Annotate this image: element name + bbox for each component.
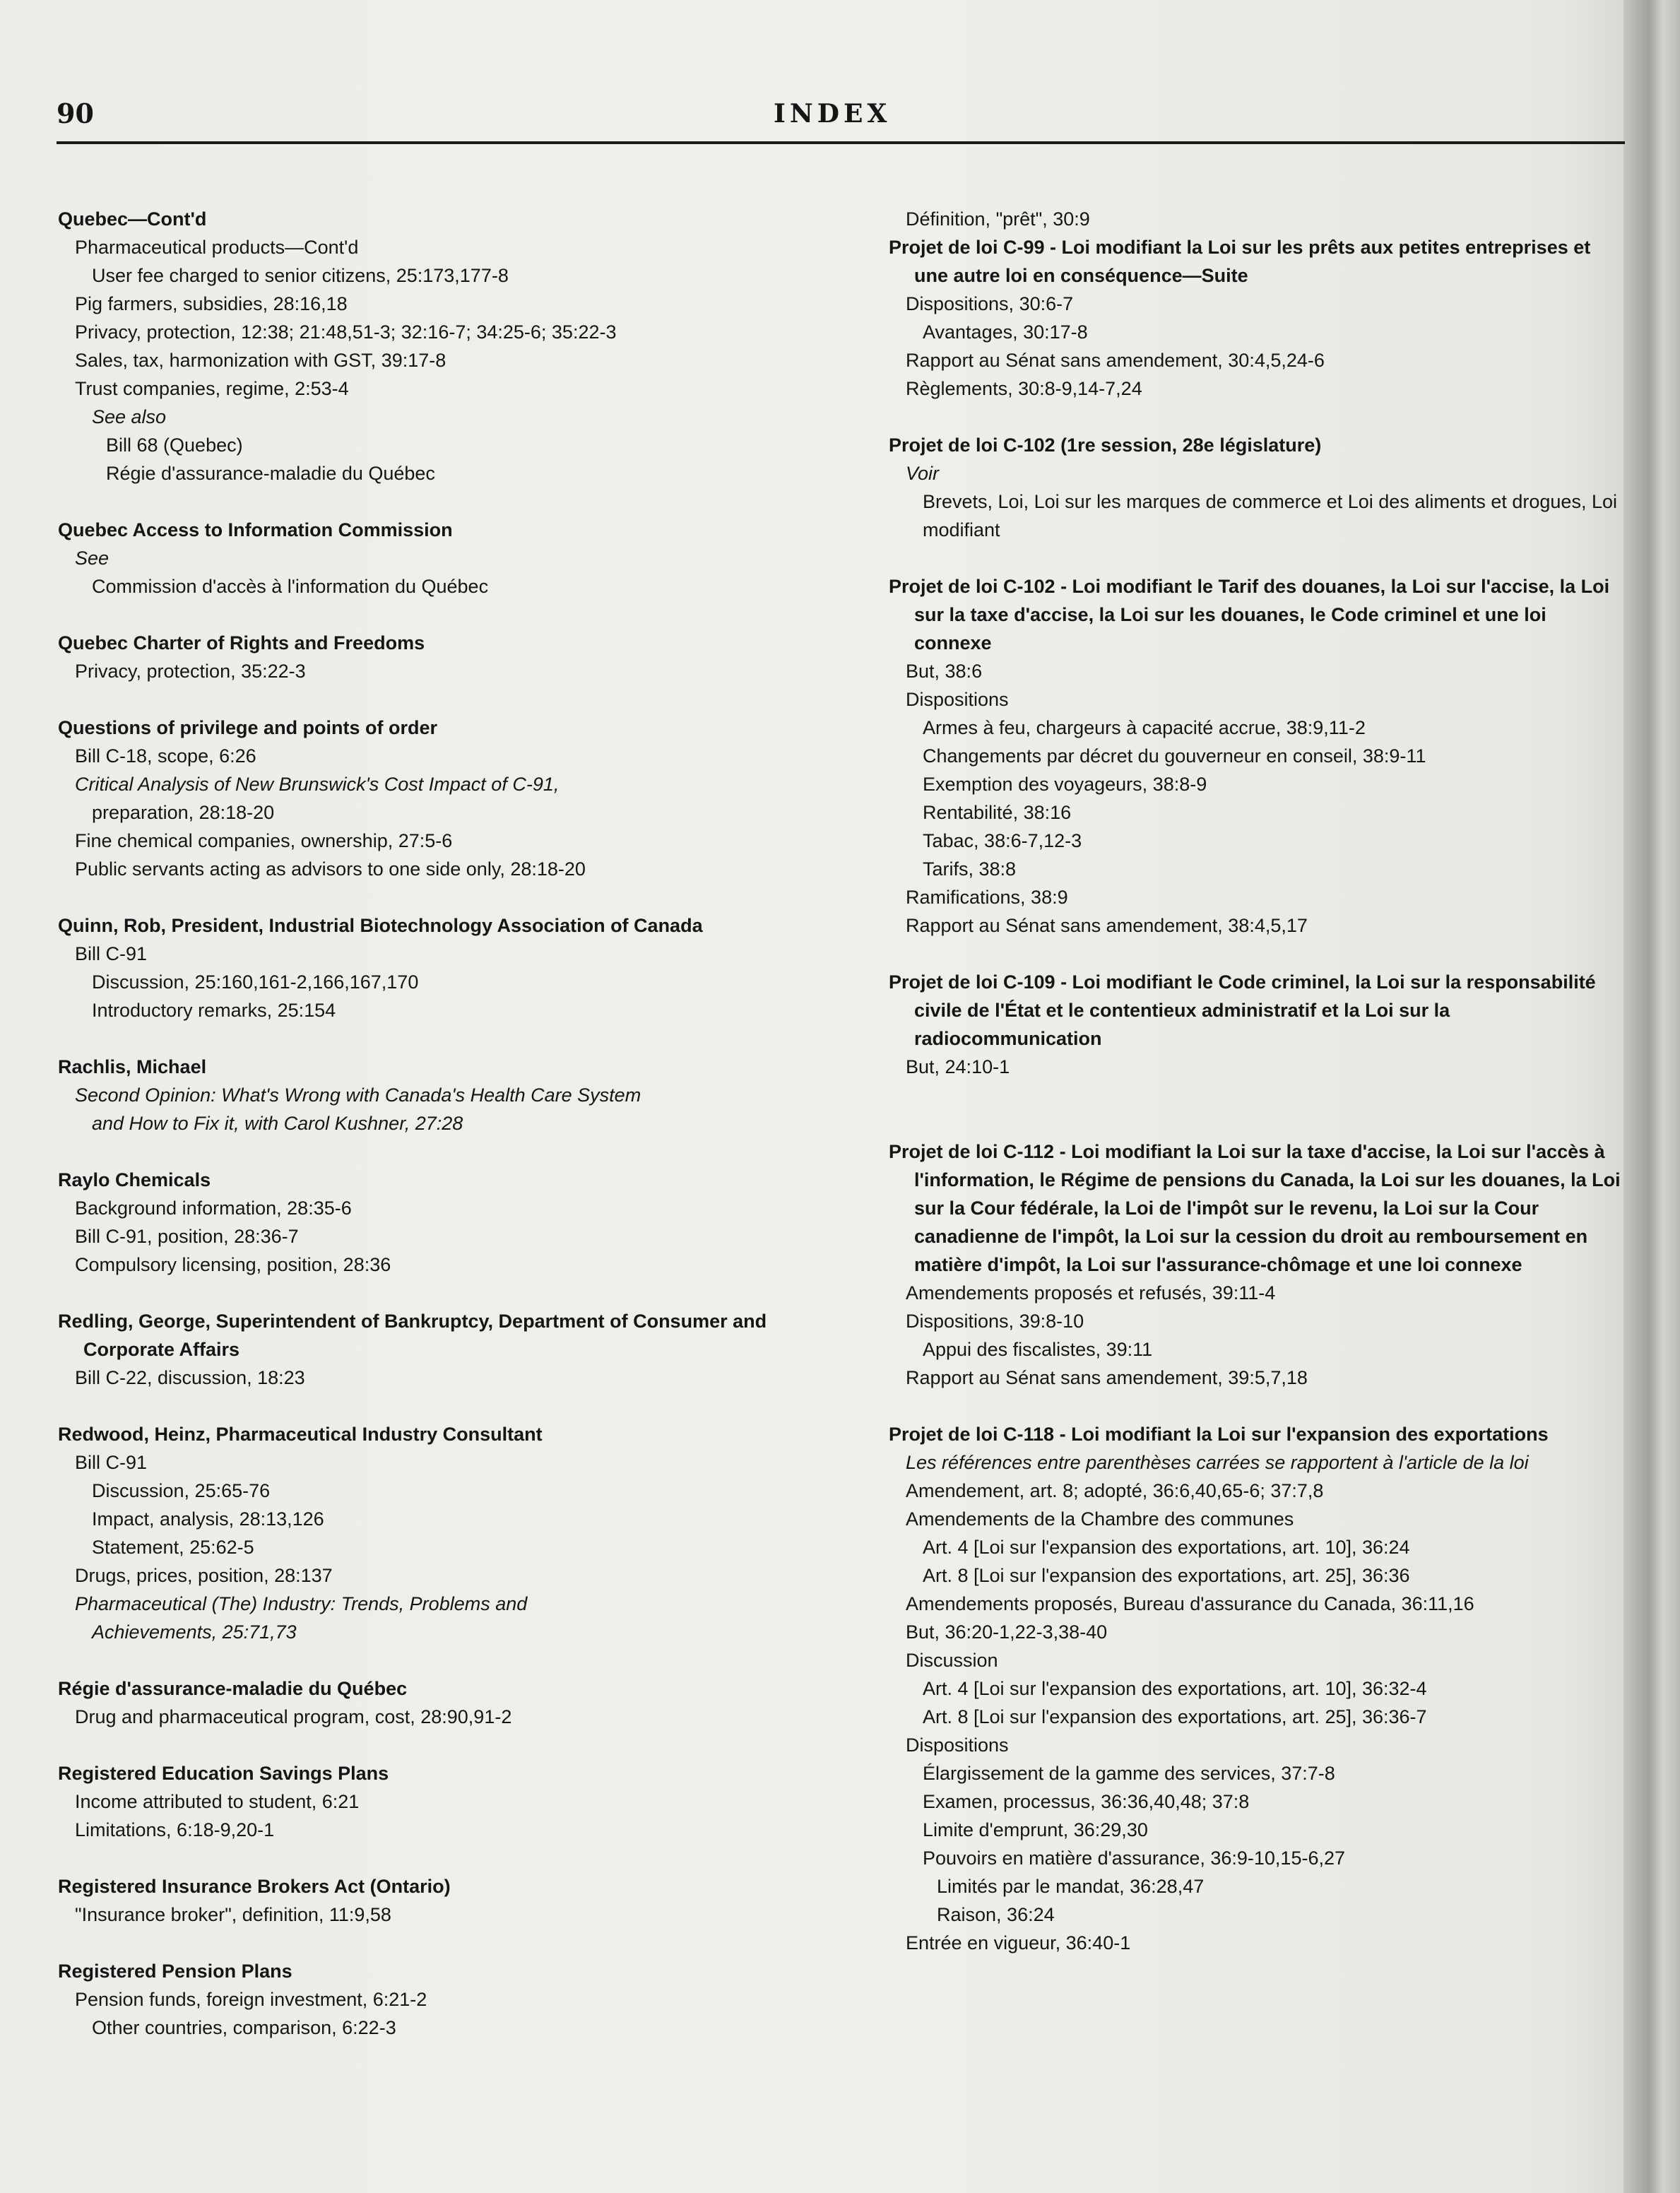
index-subentry: Raison, 36:24 bbox=[937, 1904, 1055, 1925]
index-subentry: Public servants acting as advisors to one side only, 28:18-20 bbox=[75, 858, 586, 880]
entry-gap bbox=[58, 1392, 835, 1420]
index-subentry: Introductory remarks, 25:154 bbox=[92, 1000, 336, 1021]
entry-gap bbox=[58, 601, 835, 629]
entry-gap bbox=[889, 940, 1623, 968]
index-heading: Projet de loi C-118 - Loi modifiant la Loi sur l'expansion des exportations bbox=[889, 1424, 1549, 1445]
index-subentry: Privacy, protection, 12:38; 21:48,51-3; 32:16-7; 34:25-6; 35:22-3 bbox=[75, 321, 617, 343]
entry-gap bbox=[58, 1024, 835, 1053]
index-subentry: Compulsory licensing, position, 28:36 bbox=[75, 1254, 391, 1275]
entry-gap bbox=[58, 1137, 835, 1166]
index-subentry: Amendements proposés, Bureau d'assurance du Canada, 36:11,16 bbox=[906, 1593, 1474, 1614]
index-subentry: Discussion bbox=[906, 1650, 998, 1671]
index-subentry: Art. 8 [Loi sur l'expansion des exportations, art. 25], 36:36-7 bbox=[923, 1706, 1427, 1727]
index-subentry: Bill C-18, scope, 6:26 bbox=[75, 745, 256, 767]
index-subentry: See also bbox=[92, 406, 167, 427]
index-subentry: Statement, 25:62-5 bbox=[92, 1537, 254, 1558]
index-subentry: Appui des fiscalistes, 39:11 bbox=[923, 1339, 1153, 1360]
index-subentry: Discussion, 25:160,161-2,166,167,170 bbox=[92, 971, 419, 993]
index-subentry: Bill C-91, position, 28:36-7 bbox=[75, 1226, 299, 1247]
entry-gap bbox=[58, 1646, 835, 1674]
index-subentry: Ramifications, 38:9 bbox=[906, 887, 1068, 908]
index-heading: Redwood, Heinz, Pharmaceutical Industry Consultant bbox=[58, 1424, 543, 1445]
index-subentry: Pharmaceutical (The) Industry: Trends, Problems and bbox=[75, 1593, 528, 1614]
index-subentry: Discussion, 25:65-76 bbox=[92, 1480, 271, 1501]
index-subentry: Voir bbox=[906, 463, 940, 484]
index-heading: Quebec Charter of Rights and Freedoms bbox=[58, 632, 425, 654]
entry-gap bbox=[58, 1929, 835, 1957]
index-subentry: But, 24:10-1 bbox=[906, 1056, 1010, 1077]
index-subentry: Rapport au Sénat sans amendement, 39:5,7,18 bbox=[906, 1367, 1308, 1388]
index-heading: Redling, George, Superintendent of Bankruptcy, Department of Consumer and Corporate Affairs bbox=[58, 1311, 767, 1360]
index-subentry: Drug and pharmaceutical program, cost, 28:90,91-2 bbox=[75, 1706, 512, 1727]
index-subentry: Dispositions, 39:8-10 bbox=[906, 1311, 1084, 1332]
index-heading: Registered Pension Plans bbox=[58, 1961, 292, 1982]
index-subentry: Pouvoirs en matière d'assurance, 36:9-10,15-6,27 bbox=[923, 1848, 1346, 1869]
index-subentry: Dispositions bbox=[906, 689, 1009, 710]
index-subentry: Brevets, Loi, Loi sur les marques de commerce et Loi des aliments et drogues, Loi modifiant bbox=[923, 491, 1617, 540]
entry-gap bbox=[889, 403, 1623, 431]
index-heading: Rachlis, Michael bbox=[58, 1056, 207, 1077]
index-subentry: Fine chemical companies, ownership, 27:5-6 bbox=[75, 830, 453, 851]
index-subentry: Exemption des voyageurs, 38:8-9 bbox=[923, 774, 1207, 795]
index-heading: Quebec Access to Information Commission bbox=[58, 519, 453, 540]
index-subentry: Trust companies, regime, 2:53-4 bbox=[75, 378, 349, 399]
index-column-left bbox=[58, 205, 835, 2042]
index-subentry: Other countries, comparison, 6:22-3 bbox=[92, 2017, 396, 2038]
entry-gap bbox=[58, 685, 835, 714]
index-subentry: Dispositions bbox=[906, 1734, 1009, 1756]
index-subentry: preparation, 28:18-20 bbox=[92, 802, 275, 823]
index-subentry: But, 36:20-1,22-3,38-40 bbox=[906, 1621, 1108, 1643]
index-subentry: Tarifs, 38:8 bbox=[923, 858, 1017, 880]
running-head: INDEX bbox=[774, 99, 892, 129]
index-subentry: Définition, "prêt", 30:9 bbox=[906, 208, 1090, 230]
index-subentry: Changements par décret du gouverneur en conseil, 38:9-11 bbox=[923, 745, 1426, 767]
index-subentry: Bill C-22, discussion, 18:23 bbox=[75, 1367, 305, 1388]
index-subentry: Rentabilité, 38:16 bbox=[923, 802, 1072, 823]
index-subentry: Income attributed to student, 6:21 bbox=[75, 1791, 360, 1812]
entry-gap bbox=[58, 1731, 835, 1759]
index-subentry: Critical Analysis of New Brunswick's Cost Impact of C-91, bbox=[75, 774, 560, 795]
index-subentry: Rapport au Sénat sans amendement, 38:4,5,17 bbox=[906, 915, 1308, 936]
index-heading: Projet de loi C-109 - Loi modifiant le Code criminel, la Loi sur la responsabilité civile de l'État et le contentieux administratif et la Loi sur la radiocommunication bbox=[889, 971, 1596, 1049]
index-subentry: Rapport au Sénat sans amendement, 30:4,5,24-6 bbox=[906, 350, 1325, 371]
index-subentry: and How to Fix it, with Carol Kushner, 27:28 bbox=[92, 1113, 463, 1134]
index-subentry: Privacy, protection, 35:22-3 bbox=[75, 661, 306, 682]
book-binding-edge bbox=[1623, 0, 1680, 2193]
entry-gap bbox=[58, 883, 835, 911]
index-subentry: Impact, analysis, 28:13,126 bbox=[92, 1508, 324, 1530]
entry-gap bbox=[889, 1109, 1623, 1137]
index-subentry: Règlements, 30:8-9,14-7,24 bbox=[906, 378, 1142, 399]
index-subentry: "Insurance broker", definition, 11:9,58 bbox=[75, 1904, 391, 1925]
index-subentry: Pharmaceutical products—Cont'd bbox=[75, 237, 359, 258]
index-subentry: Bill C-91 bbox=[75, 1452, 148, 1473]
index-subentry: Achievements, 25:71,73 bbox=[92, 1621, 297, 1643]
index-subentry: Bill C-91 bbox=[75, 943, 148, 964]
index-subentry: Art. 4 [Loi sur l'expansion des exportations, art. 10], 36:24 bbox=[923, 1537, 1410, 1558]
index-subentry: User fee charged to senior citizens, 25:173,177-8 bbox=[92, 265, 509, 286]
index-heading: Projet de loi C-112 - Loi modifiant la Loi sur la taxe d'accise, la Loi sur l'accès à l'information, le Régime de pensions du Canada, la Loi sur les douanes, la Loi sur la Cour fédérale, la Loi de l'impôt sur le revenu, la Loi sur la Cour canadienne de l'impôt, la Loi sur la cession du droit au remboursement en matière d'impôt, la Loi sur l'assurance-chômage et une loi connexe bbox=[889, 1141, 1621, 1275]
index-subentry: Amendement, art. 8; adopté, 36:6,40,65-6; 37:7,8 bbox=[906, 1480, 1324, 1501]
entry-gap bbox=[889, 1392, 1623, 1420]
entry-gap bbox=[58, 487, 835, 516]
index-heading: Quinn, Rob, President, Industrial Biotechnology Association of Canada bbox=[58, 915, 703, 936]
index-subentry: Dispositions, 30:6-7 bbox=[906, 293, 1074, 314]
entry-gap bbox=[58, 1844, 835, 1872]
header-rule bbox=[57, 141, 1625, 144]
entry-gap bbox=[889, 1081, 1623, 1109]
index-heading: Raylo Chemicals bbox=[58, 1169, 211, 1190]
index-column-right bbox=[889, 205, 1623, 1957]
index-subentry: Limités par le mandat, 36:28,47 bbox=[937, 1876, 1205, 1897]
index-subentry: Second Opinion: What's Wrong with Canada's Health Care System bbox=[75, 1084, 641, 1106]
index-subentry: Régie d'assurance-maladie du Québec bbox=[106, 463, 435, 484]
index-heading: Projet de loi C-102 - Loi modifiant le Tarif des douanes, la Loi sur l'accise, la Loi sur la taxe d'accise, la Loi sur les douanes, le Code criminel et une loi connexe bbox=[889, 576, 1610, 654]
index-subentry: Bill 68 (Quebec) bbox=[106, 435, 243, 456]
index-subentry: Art. 8 [Loi sur l'expansion des exportations, art. 25], 36:36 bbox=[923, 1565, 1410, 1586]
index-heading: Quebec—Cont'd bbox=[58, 208, 207, 230]
index-heading: Projet de loi C-99 - Loi modifiant la Loi sur les prêts aux petites entreprises et une autre loi en conséquence—Suite bbox=[889, 237, 1591, 286]
entry-gap bbox=[58, 1279, 835, 1307]
index-subentry: Entrée en vigueur, 36:40-1 bbox=[906, 1932, 1131, 1953]
index-subentry: Background information, 28:35-6 bbox=[75, 1198, 352, 1219]
index-subentry: Drugs, prices, position, 28:137 bbox=[75, 1565, 333, 1586]
index-heading: Registered Education Savings Plans bbox=[58, 1763, 389, 1784]
index-subentry: See bbox=[75, 548, 110, 569]
index-subentry: Tabac, 38:6-7,12-3 bbox=[923, 830, 1082, 851]
index-heading: Régie d'assurance-maladie du Québec bbox=[58, 1678, 408, 1699]
index-subentry: Art. 4 [Loi sur l'expansion des exportations, art. 10], 36:32-4 bbox=[923, 1678, 1427, 1699]
index-subentry: Amendements de la Chambre des communes bbox=[906, 1508, 1294, 1530]
index-subentry: Amendements proposés et refusés, 39:11-4 bbox=[906, 1282, 1276, 1304]
index-subentry: Avantages, 30:17-8 bbox=[923, 321, 1088, 343]
index-subentry: Élargissement de la gamme des services, 37:7-8 bbox=[923, 1763, 1335, 1784]
index-subentry: Sales, tax, harmonization with GST, 39:17-8 bbox=[75, 350, 446, 371]
page-number: 90 bbox=[57, 97, 94, 129]
index-subentry: Pension funds, foreign investment, 6:21-2 bbox=[75, 1989, 427, 2010]
entry-gap bbox=[889, 544, 1623, 572]
index-heading: Projet de loi C-102 (1re session, 28e législature) bbox=[889, 435, 1322, 456]
index-subentry: Examen, processus, 36:36,40,48; 37:8 bbox=[923, 1791, 1250, 1812]
index-note: Les références entre parenthèses carrées se rapportent à l'article de la loi bbox=[906, 1452, 1529, 1473]
index-subentry: Pig farmers, subsidies, 28:16,18 bbox=[75, 293, 348, 314]
index-heading: Questions of privilege and points of order bbox=[58, 717, 438, 738]
index-subentry: Commission d'accès à l'information du Québec bbox=[92, 576, 489, 597]
index-heading: Registered Insurance Brokers Act (Ontario) bbox=[58, 1876, 451, 1897]
index-subentry: Limite d'emprunt, 36:29,30 bbox=[923, 1819, 1148, 1840]
index-subentry: But, 38:6 bbox=[906, 661, 983, 682]
index-subentry: Limitations, 6:18-9,20-1 bbox=[75, 1819, 275, 1840]
index-subentry: Armes à feu, chargeurs à capacité accrue, 38:9,11-2 bbox=[923, 717, 1366, 738]
